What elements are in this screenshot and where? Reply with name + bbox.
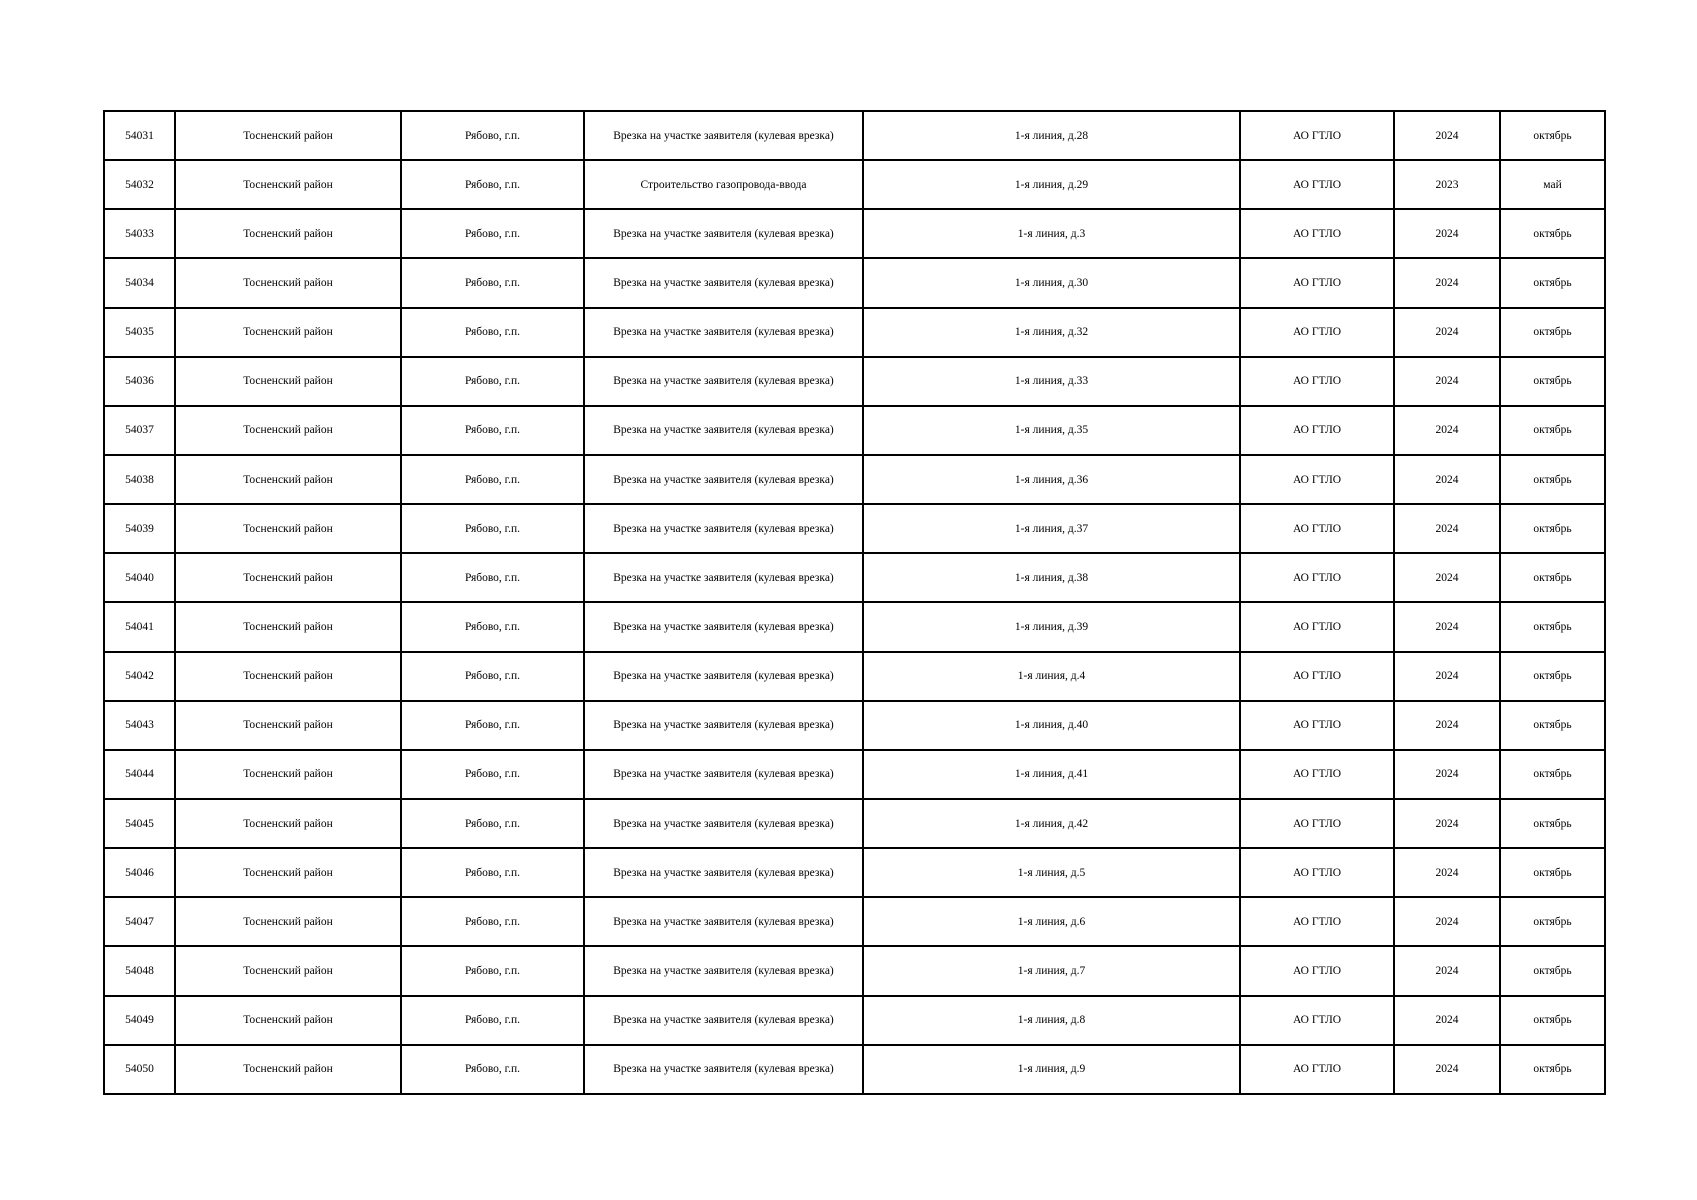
record-id-cell: 54038 (104, 455, 175, 504)
district-cell: Тосненский район (175, 750, 401, 799)
district-cell: Тосненский район (175, 946, 401, 995)
record-id-cell: 54049 (104, 996, 175, 1045)
month-cell: октябрь (1500, 504, 1605, 553)
settlement-cell: Рябово, г.п. (401, 553, 584, 602)
year-cell: 2024 (1394, 258, 1500, 307)
district-cell: Тосненский район (175, 504, 401, 553)
work-type-cell: Врезка на участке заявителя (кулевая врезка) (584, 652, 863, 701)
month-cell: октябрь (1500, 1045, 1605, 1094)
work-type-cell: Врезка на участке заявителя (кулевая врезка) (584, 897, 863, 946)
address-cell: 1-я линия, д.3 (863, 209, 1240, 258)
record-id-cell: 54041 (104, 602, 175, 651)
address-cell: 1-я линия, д.7 (863, 946, 1240, 995)
record-id-cell: 54048 (104, 946, 175, 995)
address-cell: 1-я линия, д.32 (863, 308, 1240, 357)
record-id-cell: 54046 (104, 848, 175, 897)
year-cell: 2024 (1394, 750, 1500, 799)
table-row (104, 308, 1605, 357)
address-cell: 1-я линия, д.29 (863, 160, 1240, 209)
settlement-cell: Рябово, г.п. (401, 160, 584, 209)
settlement-cell: Рябово, г.п. (401, 848, 584, 897)
month-cell: октябрь (1500, 357, 1605, 406)
month-cell: октябрь (1500, 996, 1605, 1045)
address-cell: 1-я линия, д.5 (863, 848, 1240, 897)
table-row (104, 455, 1605, 504)
address-cell: 1-я линия, д.38 (863, 553, 1240, 602)
month-cell: октябрь (1500, 701, 1605, 750)
table-body (104, 111, 1605, 1094)
record-id-cell: 54036 (104, 357, 175, 406)
table-row (104, 602, 1605, 651)
year-cell: 2024 (1394, 602, 1500, 651)
district-cell: Тосненский район (175, 799, 401, 848)
organization-cell: АО ГТЛО (1240, 602, 1394, 651)
table-row (104, 1045, 1605, 1094)
year-cell: 2024 (1394, 897, 1500, 946)
district-cell: Тосненский район (175, 406, 401, 455)
table-row (104, 406, 1605, 455)
work-type-cell: Врезка на участке заявителя (кулевая врезка) (584, 996, 863, 1045)
district-cell: Тосненский район (175, 602, 401, 651)
month-cell: октябрь (1500, 750, 1605, 799)
table-row (104, 799, 1605, 848)
settlement-cell: Рябово, г.п. (401, 357, 584, 406)
table-row (104, 258, 1605, 307)
year-cell: 2024 (1394, 652, 1500, 701)
month-cell: октябрь (1500, 602, 1605, 651)
work-type-cell: Врезка на участке заявителя (кулевая врезка) (584, 455, 863, 504)
organization-cell: АО ГТЛО (1240, 406, 1394, 455)
settlement-cell: Рябово, г.п. (401, 455, 584, 504)
work-type-cell: Врезка на участке заявителя (кулевая врезка) (584, 602, 863, 651)
address-cell: 1-я линия, д.8 (863, 996, 1240, 1045)
address-cell: 1-я линия, д.33 (863, 357, 1240, 406)
settlement-cell: Рябово, г.п. (401, 258, 584, 307)
address-cell: 1-я линия, д.28 (863, 111, 1240, 160)
month-cell: октябрь (1500, 406, 1605, 455)
work-type-cell: Врезка на участке заявителя (кулевая врезка) (584, 209, 863, 258)
record-id-cell: 54040 (104, 553, 175, 602)
table-row (104, 848, 1605, 897)
year-cell: 2023 (1394, 160, 1500, 209)
address-cell: 1-я линия, д.35 (863, 406, 1240, 455)
work-type-cell: Врезка на участке заявителя (кулевая врезка) (584, 111, 863, 160)
settlement-cell: Рябово, г.п. (401, 1045, 584, 1094)
record-id-cell: 54042 (104, 652, 175, 701)
record-id-cell: 54044 (104, 750, 175, 799)
table-row (104, 209, 1605, 258)
work-type-cell: Врезка на участке заявителя (кулевая врезка) (584, 406, 863, 455)
month-cell: октябрь (1500, 946, 1605, 995)
organization-cell: АО ГТЛО (1240, 111, 1394, 160)
settlement-cell: Рябово, г.п. (401, 799, 584, 848)
address-cell: 1-я линия, д.37 (863, 504, 1240, 553)
table-row (104, 652, 1605, 701)
organization-cell: АО ГТЛО (1240, 897, 1394, 946)
year-cell: 2024 (1394, 996, 1500, 1045)
settlement-cell: Рябово, г.п. (401, 406, 584, 455)
year-cell: 2024 (1394, 308, 1500, 357)
year-cell: 2024 (1394, 504, 1500, 553)
month-cell: октябрь (1500, 209, 1605, 258)
table-row (104, 504, 1605, 553)
month-cell: октябрь (1500, 111, 1605, 160)
organization-cell: АО ГТЛО (1240, 209, 1394, 258)
month-cell: октябрь (1500, 308, 1605, 357)
settlement-cell: Рябово, г.п. (401, 602, 584, 651)
organization-cell: АО ГТЛО (1240, 553, 1394, 602)
district-cell: Тосненский район (175, 258, 401, 307)
organization-cell: АО ГТЛО (1240, 504, 1394, 553)
year-cell: 2024 (1394, 209, 1500, 258)
work-type-cell: Врезка на участке заявителя (кулевая врезка) (584, 357, 863, 406)
month-cell: октябрь (1500, 258, 1605, 307)
work-type-cell: Врезка на участке заявителя (кулевая врезка) (584, 504, 863, 553)
year-cell: 2024 (1394, 357, 1500, 406)
year-cell: 2024 (1394, 553, 1500, 602)
district-cell: Тосненский район (175, 897, 401, 946)
settlement-cell: Рябово, г.п. (401, 504, 584, 553)
work-type-cell: Врезка на участке заявителя (кулевая врезка) (584, 750, 863, 799)
month-cell: май (1500, 160, 1605, 209)
organization-cell: АО ГТЛО (1240, 455, 1394, 504)
work-type-cell: Врезка на участке заявителя (кулевая врезка) (584, 799, 863, 848)
table-row (104, 553, 1605, 602)
work-type-cell: Врезка на участке заявителя (кулевая врезка) (584, 848, 863, 897)
settlement-cell: Рябово, г.п. (401, 946, 584, 995)
record-id-cell: 54045 (104, 799, 175, 848)
organization-cell: АО ГТЛО (1240, 946, 1394, 995)
organization-cell: АО ГТЛО (1240, 799, 1394, 848)
work-type-cell: Врезка на участке заявителя (кулевая врезка) (584, 1045, 863, 1094)
organization-cell: АО ГТЛО (1240, 996, 1394, 1045)
district-cell: Тосненский район (175, 209, 401, 258)
record-id-cell: 54043 (104, 701, 175, 750)
work-type-cell: Врезка на участке заявителя (кулевая врезка) (584, 701, 863, 750)
address-cell: 1-я линия, д.4 (863, 652, 1240, 701)
organization-cell: АО ГТЛО (1240, 701, 1394, 750)
gas-connection-table (103, 110, 1606, 1095)
organization-cell: АО ГТЛО (1240, 308, 1394, 357)
month-cell: октябрь (1500, 799, 1605, 848)
year-cell: 2024 (1394, 1045, 1500, 1094)
year-cell: 2024 (1394, 111, 1500, 160)
address-cell: 1-я линия, д.36 (863, 455, 1240, 504)
district-cell: Тосненский район (175, 848, 401, 897)
settlement-cell: Рябово, г.п. (401, 996, 584, 1045)
record-id-cell: 54031 (104, 111, 175, 160)
year-cell: 2024 (1394, 946, 1500, 995)
district-cell: Тосненский район (175, 111, 401, 160)
work-type-cell: Врезка на участке заявителя (кулевая врезка) (584, 308, 863, 357)
year-cell: 2024 (1394, 406, 1500, 455)
year-cell: 2024 (1394, 799, 1500, 848)
district-cell: Тосненский район (175, 652, 401, 701)
settlement-cell: Рябово, г.п. (401, 308, 584, 357)
organization-cell: АО ГТЛО (1240, 652, 1394, 701)
year-cell: 2024 (1394, 455, 1500, 504)
settlement-cell: Рябово, г.п. (401, 209, 584, 258)
year-cell: 2024 (1394, 701, 1500, 750)
table-row (104, 946, 1605, 995)
month-cell: октябрь (1500, 455, 1605, 504)
record-id-cell: 54037 (104, 406, 175, 455)
record-id-cell: 54033 (104, 209, 175, 258)
district-cell: Тосненский район (175, 1045, 401, 1094)
organization-cell: АО ГТЛО (1240, 848, 1394, 897)
district-cell: Тосненский район (175, 701, 401, 750)
settlement-cell: Рябово, г.п. (401, 111, 584, 160)
organization-cell: АО ГТЛО (1240, 357, 1394, 406)
record-id-cell: 54034 (104, 258, 175, 307)
table-row (104, 750, 1605, 799)
table-row (104, 357, 1605, 406)
district-cell: Тосненский район (175, 160, 401, 209)
work-type-cell: Строительство газопровода-ввода (584, 160, 863, 209)
address-cell: 1-я линия, д.6 (863, 897, 1240, 946)
settlement-cell: Рябово, г.п. (401, 652, 584, 701)
address-cell: 1-я линия, д.40 (863, 701, 1240, 750)
record-id-cell: 54050 (104, 1045, 175, 1094)
settlement-cell: Рябово, г.п. (401, 701, 584, 750)
address-cell: 1-я линия, д.42 (863, 799, 1240, 848)
address-cell: 1-я линия, д.30 (863, 258, 1240, 307)
record-id-cell: 54032 (104, 160, 175, 209)
district-cell: Тосненский район (175, 996, 401, 1045)
work-type-cell: Врезка на участке заявителя (кулевая врезка) (584, 258, 863, 307)
address-cell: 1-я линия, д.9 (863, 1045, 1240, 1094)
table-row (104, 160, 1605, 209)
table-row (104, 897, 1605, 946)
organization-cell: АО ГТЛО (1240, 258, 1394, 307)
table-row (104, 701, 1605, 750)
table-row (104, 111, 1605, 160)
organization-cell: АО ГТЛО (1240, 1045, 1394, 1094)
organization-cell: АО ГТЛО (1240, 160, 1394, 209)
organization-cell: АО ГТЛО (1240, 750, 1394, 799)
work-type-cell: Врезка на участке заявителя (кулевая врезка) (584, 946, 863, 995)
settlement-cell: Рябово, г.п. (401, 750, 584, 799)
record-id-cell: 54035 (104, 308, 175, 357)
year-cell: 2024 (1394, 848, 1500, 897)
district-cell: Тосненский район (175, 553, 401, 602)
address-cell: 1-я линия, д.39 (863, 602, 1240, 651)
settlement-cell: Рябово, г.п. (401, 897, 584, 946)
month-cell: октябрь (1500, 652, 1605, 701)
district-cell: Тосненский район (175, 308, 401, 357)
month-cell: октябрь (1500, 848, 1605, 897)
table-row (104, 996, 1605, 1045)
month-cell: октябрь (1500, 553, 1605, 602)
district-cell: Тосненский район (175, 455, 401, 504)
work-type-cell: Врезка на участке заявителя (кулевая врезка) (584, 553, 863, 602)
address-cell: 1-я линия, д.41 (863, 750, 1240, 799)
record-id-cell: 54039 (104, 504, 175, 553)
record-id-cell: 54047 (104, 897, 175, 946)
district-cell: Тосненский район (175, 357, 401, 406)
month-cell: октябрь (1500, 897, 1605, 946)
